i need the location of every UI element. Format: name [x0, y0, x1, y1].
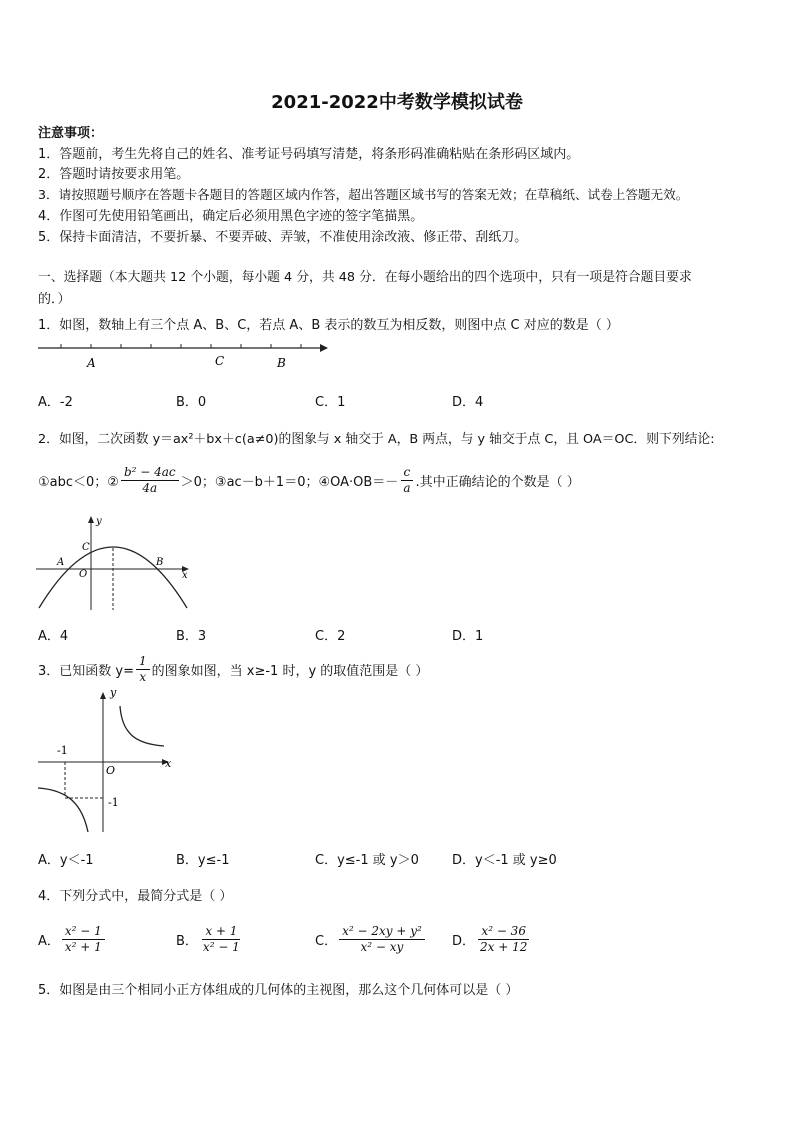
point-b-label: B — [156, 557, 164, 568]
origin-label: O — [106, 764, 116, 777]
origin-label: O — [79, 569, 88, 580]
q3-fraction — [136, 654, 150, 685]
option-letter: A． — [38, 933, 60, 949]
q3-stem-text: 的图象如图，当 x≥-1 时，y 的取值范围是（ ） — [151, 663, 429, 679]
q1-option-b[interactable]: B．0 — [176, 395, 207, 410]
fraction-denominator: x — [139, 669, 147, 684]
option-letter: D． — [452, 933, 476, 949]
q2-parabola-graph — [36, 512, 196, 612]
q2-fraction-1 — [121, 465, 179, 496]
notice-item: 1．答题前，考生先将自己的姓名、准考证号码填写清楚，将条形码准确粘贴在条形码区域内。 — [38, 147, 580, 162]
q2-option-a[interactable]: A．4 — [38, 629, 69, 644]
fraction-denominator: x² − 1 — [202, 939, 240, 954]
q2-stem: 2．如图，二次函数 y＝ax²＋bx＋c(a≠0)的图象与 x 轴交于 A，B 两点，与 y 轴交于点 C，且 OA＝OC．则下列结论: — [38, 432, 715, 447]
page-title: 2021-2022中考数学模拟试卷 — [271, 92, 523, 113]
q4-option-a[interactable] — [38, 920, 107, 958]
option-letter: B． — [176, 933, 198, 949]
notice-item: 2．答题时请按要求用笔。 — [38, 167, 190, 182]
q1-option-a[interactable]: A．-2 — [38, 395, 73, 410]
notice-heading: 注意事项： — [38, 126, 104, 141]
q2-conclusion-text: ＞0；③ac－b＋1＝0；④OA·OB＝－ — [180, 474, 399, 490]
q3-stem — [38, 650, 428, 688]
q2-conclusion-text: ①abc＜0；② — [38, 474, 119, 490]
point-c-label: C — [215, 354, 225, 368]
point-b-label: B — [277, 356, 286, 370]
q1-option-d[interactable]: D．4 — [452, 395, 484, 410]
q3-hyperbola-graph — [36, 686, 186, 834]
fraction-denominator: 2x + 12 — [480, 939, 528, 954]
fraction-numerator: 1 — [136, 654, 150, 670]
q4-option-b[interactable] — [176, 920, 245, 958]
x-axis-label: x — [165, 757, 172, 770]
fraction-denominator: 4a — [142, 480, 158, 495]
fraction-denominator: x² + 1 — [64, 939, 102, 954]
neg-one-x-label: -1 — [57, 744, 68, 757]
fraction-numerator: x + 1 — [202, 924, 240, 940]
q3-option-a[interactable]: A．y＜-1 — [38, 853, 94, 868]
y-axis-label: y — [96, 516, 102, 527]
fraction-denominator: x² − xy — [360, 939, 404, 954]
fraction-numerator: c — [401, 465, 414, 481]
option-letter: C． — [315, 933, 338, 949]
q3-option-c[interactable]: C．y≤-1 或 y＞0 — [315, 853, 419, 868]
point-c-label: C — [82, 542, 90, 553]
q1-stem: 1．如图，数轴上有三个点 A、B、C，若点 A、B 表示的数互为相反数，则图中点 C 对应的数是（ ） — [38, 318, 619, 333]
q4-option-c[interactable] — [315, 920, 427, 958]
q4-stem: 4．下列分式中，最简分式是（ ） — [38, 889, 233, 904]
fraction-numerator: b² − 4ac — [121, 465, 179, 481]
section-heading-cont: 的．） — [38, 292, 71, 307]
q2-conclusions — [38, 462, 580, 498]
point-a-label: A — [87, 356, 96, 370]
fraction-numerator: x² − 1 — [62, 924, 105, 940]
fraction-numerator: x² − 36 — [478, 924, 529, 940]
q1-number-line — [36, 336, 336, 376]
q2-conclusion-text: .其中正确结论的个数是（ ） — [415, 474, 580, 490]
q2-option-c[interactable]: C．2 — [315, 629, 346, 644]
neg-one-y-label: -1 — [108, 796, 119, 809]
q3-option-d[interactable]: D．y＜-1 或 y≥0 — [452, 853, 557, 868]
option-fraction — [62, 924, 105, 955]
q2-fraction-2 — [400, 465, 413, 496]
option-fraction — [200, 924, 243, 955]
q2-option-d[interactable]: D．1 — [452, 629, 484, 644]
option-fraction — [477, 924, 530, 955]
section-heading: 一、选择题（本大题共 12 个小题，每小题 4 分，共 48 分．在每小题给出的四个选项中，只有一项是符合题目要求 — [38, 270, 692, 285]
option-fraction — [339, 924, 425, 955]
fraction-numerator: x² − 2xy + y² — [339, 924, 425, 940]
q3-option-b[interactable]: B．y≤-1 — [176, 853, 230, 868]
x-axis-label: x — [182, 570, 188, 581]
fraction-denominator: a — [403, 480, 411, 495]
q1-option-c[interactable]: C．1 — [315, 395, 346, 410]
q2-option-b[interactable]: B．3 — [176, 629, 207, 644]
q3-stem-text: 3．已知函数 y= — [38, 663, 134, 679]
y-axis-label: y — [110, 686, 117, 699]
point-a-label: A — [57, 557, 65, 568]
notice-item: 5．保持卡面清洁，不要折暴、不要弄破、弄皱，不准使用涂改液、修正带、刮纸刀。 — [38, 230, 528, 245]
notice-item: 3．请按照题号顺序在答题卡各题目的答题区域内作答，超出答题区域书写的答案无效；在草稿纸、试卷上答题无效。 — [38, 187, 689, 202]
q5-stem: 5．如图是由三个相同小正方体组成的几何体的主视图，那么这个几何体可以是（ ） — [38, 983, 519, 998]
q4-option-d[interactable] — [452, 920, 532, 958]
notice-item: 4．作图可先使用铅笔画出，确定后必须用黑色字迹的签字笔描黑。 — [38, 209, 424, 224]
